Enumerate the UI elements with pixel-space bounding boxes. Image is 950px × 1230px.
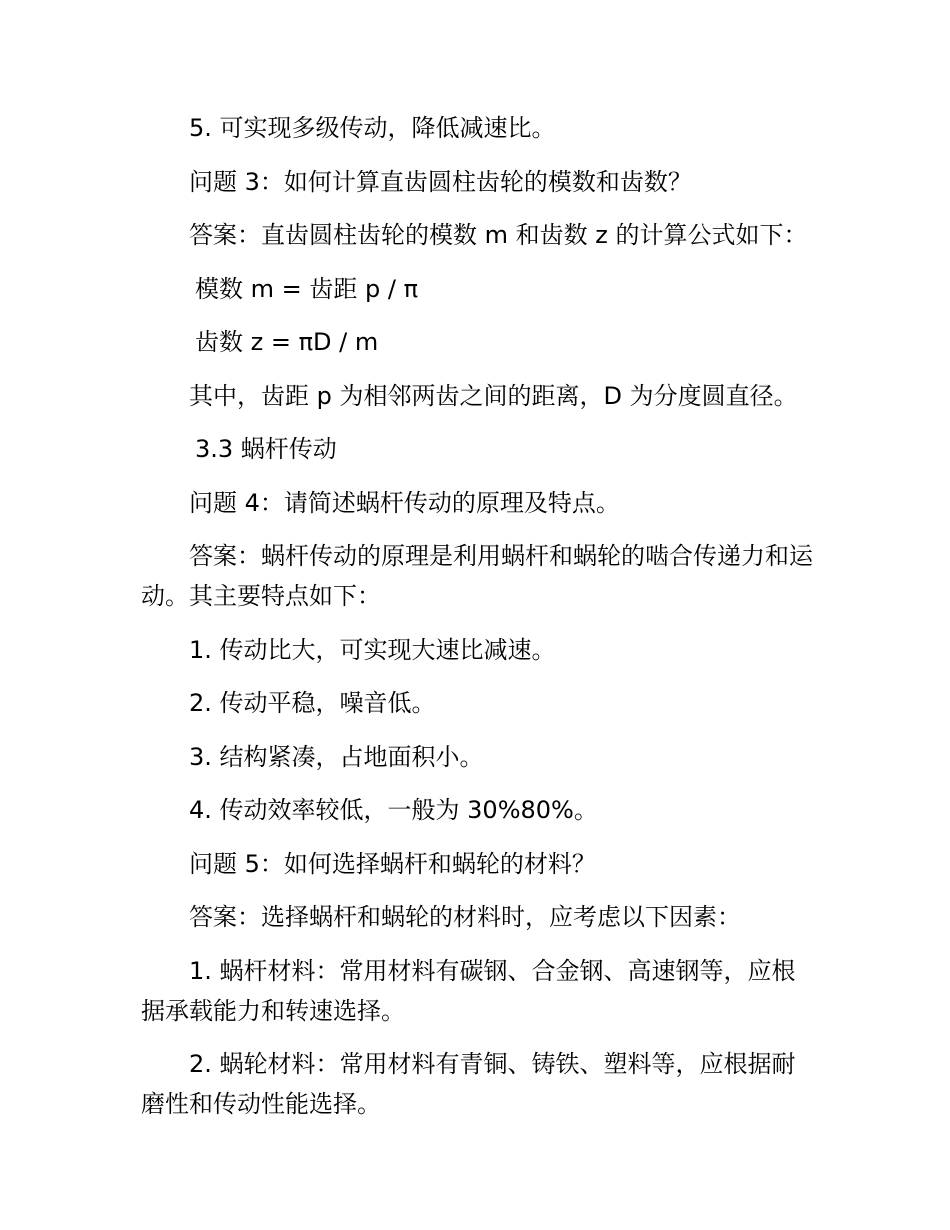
list-item-1-ratio: 1. 传动比大，可实现大速比减速。 [189, 635, 556, 664]
list-item-1-worm-material: 1. 蜗杆材料：常用材料有碳钢、合金钢、高速钢等，应根据承载能力和转速选择。 [141, 956, 796, 1025]
list-item-4-efficiency: 4. 传动效率较低，一般为 30%80%。 [189, 796, 598, 824]
section-heading-worm-drive: 3.3 蜗杆传动 [195, 435, 337, 463]
question-4: 问题 4：请简述蜗杆传动的原理及特点。 [189, 488, 620, 517]
list-item-2-smooth: 2. 传动平稳，噪音低。 [189, 689, 436, 717]
document-body [141, 108, 813, 1124]
answer-3-intro: 答案：直齿圆柱齿轮的模数 m 和齿数 z 的计算公式如下： [189, 221, 808, 249]
answer-4-intro: 答案：蜗杆传动的原理是利用蜗杆和蜗轮的啮合传递力和运动。其主要特点如下： [141, 542, 813, 610]
answer-5-intro: 答案：选择蜗杆和蜗轮的材料时，应考虑以下因素： [189, 903, 741, 931]
formula-explanation: 其中，齿距 p 为相邻两齿之间的距离，D 为分度圆直径。 [189, 381, 798, 410]
formula-module: 模数 m = 齿距 p / π [195, 274, 419, 303]
question-3: 问题 3：如何计算直齿圆柱齿轮的模数和齿数？ [189, 167, 692, 196]
question-5: 问题 5：如何选择蜗杆和蜗轮的材料？ [189, 849, 596, 878]
list-item-2-wheel-material: 2. 蜗轮材料：常用材料有青铜、铸铁、塑料等，应根据耐磨性和传动性能选择。 [141, 1050, 796, 1118]
list-item-5-multistage: 5. 可实现多级传动，降低减速比。 [189, 114, 556, 142]
list-item-3-compact: 3. 结构紧凑，占地面积小。 [189, 742, 484, 771]
formula-teeth: 齿数 z = πD / m [195, 328, 379, 356]
